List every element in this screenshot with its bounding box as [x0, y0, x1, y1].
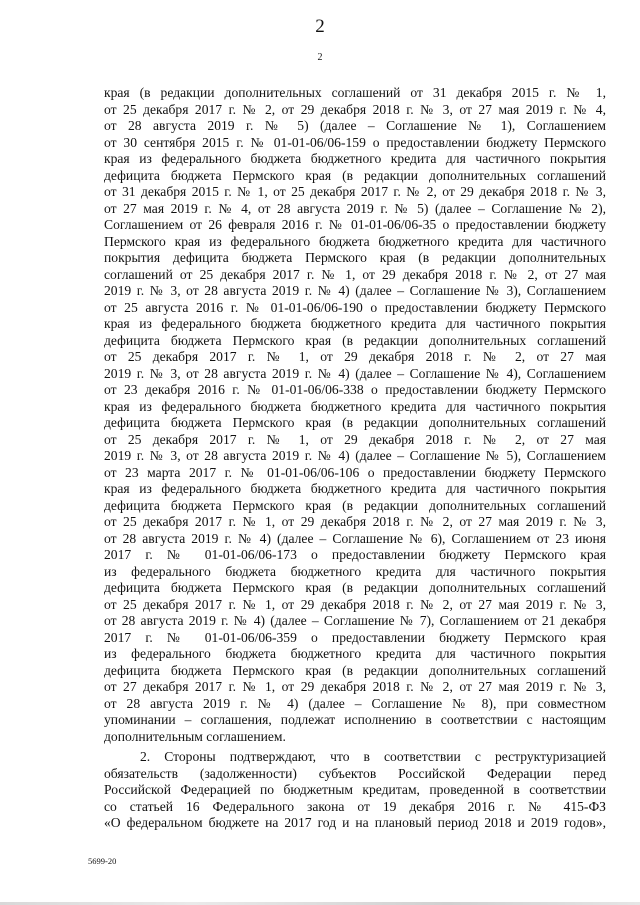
text-line: края из федерального бюджета бюджетного кредита для частичного покрытия: [104, 398, 606, 414]
text-line: Пермского края из федерального бюджета бюджетного кредита для частичного: [104, 233, 606, 249]
text-line: дефицита бюджета Пермского края (в редакции дополнительных соглашений: [104, 497, 606, 513]
text-line: дефицита бюджета Пермского края (в редакции дополнительных соглашений: [104, 580, 606, 595]
text-line: от 25 декабря 2017 г. № 2, от 29 декабря 2018 г. № 3, от 27 мая 2019 г. № 4,: [104, 101, 606, 117]
text-line: дефицита бюджета Пермского края (в редакции дополнительных соглашений: [104, 662, 606, 678]
page-number: 2: [315, 16, 325, 37]
text-line: соглашений от 25 декабря 2017 г. № 1, от 29 декабря 2018 г. № 2, от 27 мая: [104, 266, 606, 282]
text-line: края из федерального бюджета бюджетного кредита для частичного покрытия: [104, 151, 606, 166]
text-line: от 25 декабря 2017 г. № 1, от 29 декабря 2018 г. № 2, от 27 мая: [104, 349, 606, 364]
text-line: со статьей 16 Федерального закона от 19 декабря 2016 г. № 415-ФЗ: [104, 798, 606, 814]
text-line: Соглашением от 26 февраля 2016 г. № 01-01-06/06-35 о предоставлении бюджету: [104, 217, 606, 232]
text-line: Российской Федерацией по бюджетным кредитам, проведенной в соответствии: [104, 782, 606, 797]
text-line: упоминании – соглашения, подлежат исполнению в соответствии с настоящим: [104, 712, 606, 727]
text-line: 2017 г. № 01-01-06/06-359 о предоставлении бюджету Пермского края: [104, 629, 606, 645]
text-line: от 23 декабря 2016 г. № 01-01-06/06-338 о предоставлении бюджету Пермского: [104, 382, 606, 397]
text-line: от 25 декабря 2017 г. № 1, от 29 декабря 2018 г. № 2, от 27 мая 2019 г. № 3,: [104, 514, 606, 529]
text-line: от 27 мая 2019 г. № 4, от 28 августа 2019 г. № 5) (далее – Соглашение № 2),: [104, 200, 606, 216]
text-line: дефицита бюджета Пермского края (в редакции дополнительных соглашений: [104, 415, 606, 430]
text-line: 2. Стороны подтверждают, что в соответствии с реструктуризацией: [140, 749, 606, 764]
text-line: от 25 декабря 2017 г. № 1, от 29 декабря 2018 г. № 2, от 27 мая: [104, 431, 606, 447]
text-line: края из федерального бюджета бюджетного кредита для частичного покрытия: [104, 481, 606, 496]
text-line: от 31 декабря 2015 г. № 1, от 25 декабря 2017 г. № 2, от 29 декабря 2018 г. № 3,: [104, 184, 606, 199]
document-code: 5699-20: [88, 856, 117, 866]
text-line: от 28 августа 2019 г. № 4) (далее – Соглашение № 7), Соглашением от 21 декабря: [104, 613, 606, 628]
text-line: от 28 августа 2019 г. № 4) (далее – Соглашение № 8), при совместном: [104, 695, 606, 711]
text-line: от 23 марта 2017 г. № 01-01-06/06-106 о предоставлении бюджету Пермского: [104, 464, 606, 480]
text-line: от 28 августа 2019 г. № 5) (далее – Соглашение № 1), Соглашением: [104, 118, 606, 133]
document-body: [104, 85, 606, 832]
text-line: дополнительным соглашением.: [104, 728, 286, 744]
paragraph-1: [104, 85, 606, 745]
page-number-secondary: 2: [317, 52, 323, 63]
text-line: 2017 г. № 01-01-06/06-173 о предоставлении бюджету Пермского края: [104, 547, 606, 562]
text-line: из федерального бюджета бюджетного кредита для частичного покрытия: [104, 646, 606, 661]
paragraph-2: [104, 749, 606, 832]
text-line: покрытия дефицита бюджета Пермского края (в редакции дополнительных: [104, 250, 606, 265]
text-line: 2019 г. № 3, от 28 августа 2019 г. № 4) (далее – Соглашение № 5), Соглашением: [104, 448, 606, 463]
text-line: от 30 сентября 2015 г. № 01-01-06/06-159 о предоставлении бюджету Пермского: [104, 134, 606, 150]
text-line: 2019 г. № 3, от 28 августа 2019 г. № 4) (далее – Соглашение № 4), Соглашением: [104, 365, 606, 381]
text-line: от 27 декабря 2017 г. № 1, от 29 декабря 2018 г. № 2, от 27 мая 2019 г. № 3,: [104, 679, 606, 694]
text-line: от 25 декабря 2017 г. № 1, от 29 декабря 2018 г. № 2, от 27 мая 2019 г. № 3,: [104, 596, 606, 612]
text-line: края (в редакции дополнительных соглашений от 31 декабря 2015 г. № 1,: [104, 85, 606, 100]
text-line: дефицита бюджета Пермского края (в редакции дополнительных соглашений: [104, 332, 606, 348]
text-line: от 25 августа 2016 г. № 01-01-06/06-190 о предоставлении бюджету Пермского: [104, 299, 606, 315]
text-line: обязательств (задолженности) субъектов Российской Федерации перед: [104, 765, 606, 781]
text-line: 2019 г. № 3, от 28 августа 2019 г. № 4) (далее – Соглашение № 3), Соглашением: [104, 283, 606, 298]
text-line: края из федерального бюджета бюджетного кредита для частичного покрытия: [104, 316, 606, 331]
text-line: «О федеральном бюджете на 2017 год и на плановый период 2018 и 2019 годов»,: [104, 815, 606, 830]
text-line: дефицита бюджета Пермского края (в редакции дополнительных соглашений: [104, 167, 606, 183]
text-line: из федерального бюджета бюджетного кредита для частичного покрытия: [104, 563, 606, 579]
text-line: от 28 августа 2019 г. № 4) (далее – Соглашение № 6), Соглашением от 23 июня: [104, 530, 606, 546]
